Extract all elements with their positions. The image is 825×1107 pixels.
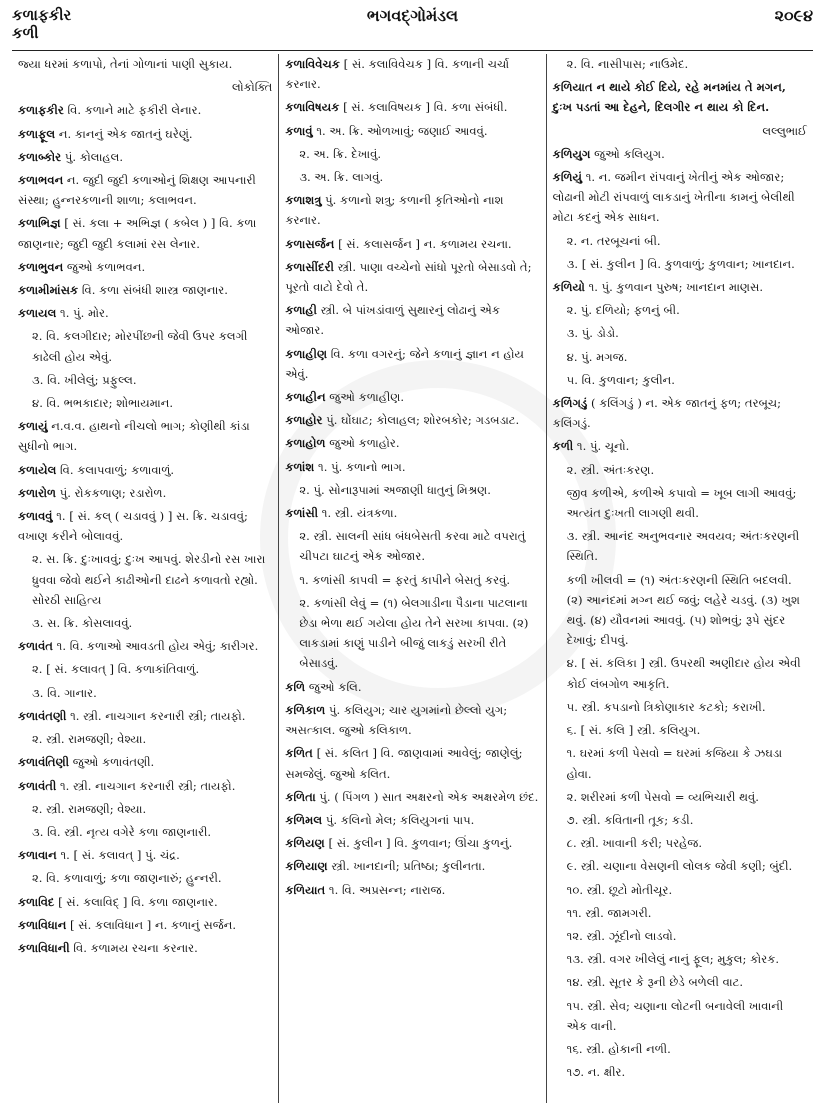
dictionary-entry <box>553 393 807 433</box>
entry-definition: [ સં. કલિત ] વિ. જાણવામાં આવેલું; જાણેલું; સમજેલું. જુઓ કલિત. <box>285 746 523 781</box>
dictionary-entry <box>18 845 272 865</box>
entry-definition: પું. કલિયુગ; ચાર યુગમાંનો છેલ્લો યુગ; અસત્કાલ. જુઓ કલિકાળ. <box>285 702 508 738</box>
entry-headword: કળાવંતણી <box>18 708 67 723</box>
dictionary-entry <box>18 822 272 842</box>
dictionary-entry <box>18 416 272 456</box>
dictionary-entry <box>18 370 272 390</box>
dictionary-entry <box>18 483 272 503</box>
dictionary-entry <box>285 387 539 407</box>
entry-headword: કળાશત્રુ <box>285 193 322 208</box>
entry-definition: ૧૩. સ્ત્રી. વગર ખીલેલું નાનું ફૂલ; મુકુલ; કોરક. <box>566 952 780 967</box>
entry-headword: કળાવિદ <box>18 894 55 909</box>
entry-definition: ૩. સ્ત્રી. આનંદ અનુભવનાર અવયવ; અંતઃકરણની સ્થિતિ. <box>566 529 800 564</box>
entry-definition: પું. કલિનો મેલ; કલિયુગનાં પાપ. <box>325 812 475 827</box>
entry-headword: કળાવાન <box>18 848 57 863</box>
dictionary-entry <box>18 706 272 726</box>
column-1 <box>12 54 278 1103</box>
entry-definition: ૩. પું. ડોડો. <box>566 326 619 341</box>
entry-definition: [ સં. કલા + અભિજ્ઞ ( કબેલ ) ] વિ. કળા જાણનાર; જુદી જુદી કલામાં રસ લેનાર. <box>18 216 257 251</box>
dictionary-entry <box>553 483 807 523</box>
entry-definition: ૧. પું. કુળવાન પુરુષ; ખાનદાન માણસ. <box>588 280 764 295</box>
entry-definition: વિ. કલાપવાળું; કળાવાળું. <box>60 462 175 477</box>
dictionary-entry <box>18 124 272 144</box>
dictionary-entry <box>285 856 539 876</box>
dictionary-entry <box>285 167 539 187</box>
entry-definition: વિ. કળાને માટે ફકીરી લેનાર. <box>67 103 202 118</box>
entry-definition: ૧. [ સં. કલ્ ( ચડાવવું ) ] સ. ક્રિ. ચડાવવું; વખાણ કરીને બોલાવવું. <box>18 509 248 544</box>
entry-definition: જુઓ કલિ. <box>308 679 362 694</box>
entry-headword: કળાવું <box>285 123 313 138</box>
dictionary-entry <box>553 880 807 900</box>
entry-definition: ૨. પું. સોનારૂપામાં અજાણી ધાતુનું મિશ્રણ. <box>299 482 491 497</box>
entry-definition: સ્ત્રી. ખાનદાની; પ્રતિષ્ઠા; કુલીનતા. <box>331 859 486 874</box>
entry-definition: ૨. કળાંસી લેવું = (૧) બેલગાડીના પૈડાના પાટલાના છેડા ભેળા થઈ ગયેલા હોય તેને સરખા કાપવા. (૨) લાકડામાં કાણું પાડીને બીજું લાકડું સરખી રીતે બેસાડવું. <box>299 595 529 671</box>
entry-definition: જુઓ કળાવંતણી. <box>72 755 155 770</box>
entry-headword: કળિયણ <box>285 836 325 851</box>
entry-headword: કળાભવન <box>18 173 64 188</box>
entry-headword: કળાયું <box>18 419 48 434</box>
entry-definition: ૩. વિ. સ્ત્રી. નૃત્ય વગેરે કળા જાણનારી. <box>32 824 212 839</box>
dictionary-entry <box>553 231 807 251</box>
entry-headword: કળાંસી <box>285 506 319 521</box>
column-2 <box>278 54 545 1103</box>
entry-definition: [ સં. કલાવિવેચક ] વિ. કળાની ચર્ચા કરનાર. <box>285 57 510 92</box>
dictionary-entry <box>553 1039 807 1059</box>
entry-headword: કળાહી <box>285 303 317 318</box>
entry-definition: ૩. વિ. ખીલેલું; પ્રફુલ્લ. <box>32 372 137 387</box>
entry-definition: ૧. ન. જમીન રાંપવાનું ખેતીનું એક ઓજાર; લોઢાની મોટી રાંપવાળું લાકડાનું ખેતીના કામનું બેલીથી મોટા કદનું એક સાધન. <box>552 170 795 225</box>
dictionary-entry <box>553 436 807 456</box>
dictionary-entry <box>553 697 807 717</box>
dictionary-entry <box>285 593 539 674</box>
dictionary-entry <box>285 743 539 783</box>
dictionary-entry <box>18 326 272 366</box>
entry-definition: ૧. પું. ચૂનો. <box>576 439 630 454</box>
entry-definition: ૧. સ્ત્રી. યંત્રકળા. <box>321 506 398 521</box>
entry-definition: ૧૭. ન. ક્ષીર. <box>566 1065 626 1080</box>
dictionary-entry <box>285 144 539 164</box>
entry-definition: ૨. [ સં. કલાવત્ ] વિ. કળાકાંતિવાળું. <box>32 662 200 677</box>
dictionary-entry <box>285 433 539 453</box>
entry-definition: પું. રોકકળાણ; રડારોળ. <box>59 485 167 500</box>
entry-headword: કળિયો <box>552 280 585 295</box>
entry-definition: વિ. કળા વગરનું; જેને કળાનું જ્ઞાન ન હોય એવું. <box>285 346 525 381</box>
dictionary-entry <box>553 54 807 74</box>
entry-headword: કળી <box>552 439 574 454</box>
entry-definition: વિ. કળામય રચના કરનાર. <box>73 940 198 955</box>
entry-definition: જુઓ કળાહોર. <box>329 436 400 451</box>
dictionary-entry <box>18 257 272 277</box>
dictionary-entry <box>18 147 272 167</box>
entry-definition: ૩. વિ. ગાનાર. <box>32 685 97 700</box>
entry-headword: કળિંગડું <box>552 396 588 411</box>
dictionary-entry <box>18 460 272 480</box>
dictionary-entry <box>553 926 807 946</box>
entry-definition: [ સં. કલાસર્જન ] ન. કળામય રચના. <box>338 236 512 251</box>
dictionary-entry <box>553 996 807 1036</box>
dictionary-entry <box>18 613 272 633</box>
entry-definition: ૨. સ્ત્રી. રામજણી; વેશ્યા. <box>32 801 147 816</box>
entry-definition: જ્યા ધરમાં કળાપો, તેનાં ગોળાનાં પાણી સુકાય. <box>18 57 233 71</box>
entry-headword: કળાહીણ <box>285 346 328 361</box>
entry-definition: ૫. સ્ત્રી. કપડાનો ત્રિકોણાકાર કટકો; કરાખી. <box>566 699 766 714</box>
dictionary-entry <box>18 892 272 912</box>
dictionary-entry <box>553 949 807 969</box>
entry-definition: પું. ( પિંગળ ) સાત અક્ષરનો એક અક્ષરમેળ છંદ. <box>319 789 539 804</box>
entry-headword: કળિમલ <box>285 812 323 827</box>
dictionary-entry <box>553 526 807 566</box>
dictionary-entry <box>553 653 807 693</box>
guide-word-first: કળાફકીર <box>12 6 72 24</box>
entry-headword: કળાભુવન <box>18 259 64 274</box>
dictionary-entry <box>553 254 807 274</box>
entry-headword: કળાવિધાની <box>18 940 70 955</box>
entry-definition: ૪. [ સં. કલિકા ] સ્ત્રી. ઉપરથી અણીદાર હોય એવી કોઈ લંબગોળ આકૃતિ. <box>566 656 801 691</box>
dictionary-entry <box>18 280 272 300</box>
entry-definition: ૮. સ્ત્રી. ખાવાની કરી; પરહેજ. <box>566 836 703 851</box>
entry-definition: ૨. સ્ત્રી. રામજણી; વેશ્યા. <box>32 732 147 747</box>
entry-definition: ૧૦. સ્ત્રી. છૂટો મોતીચૂર. <box>566 882 673 897</box>
entry-definition: ૨. ન. તરબૂચનાં બી. <box>566 233 661 248</box>
entry-definition: ૨. વિ. કલગીદાર; મોરપીંછની જેવી ઉપર કલગી કાઢેલી હોય એવું. <box>32 329 248 364</box>
dictionary-entry <box>553 370 807 390</box>
dictionary-entry <box>553 787 807 807</box>
entry-headword: કળિ <box>285 679 306 694</box>
entry-definition: ૨. વિ. કળાવાળું; કળા જાણનારું; હુન્નરી. <box>32 871 222 886</box>
entry-definition: ૭. સ્ત્રી. કવિતાની તૂક; કડી. <box>566 812 694 827</box>
dictionary-entry <box>18 683 272 703</box>
entry-headword: કળાવિવેચક <box>285 57 340 71</box>
dictionary-entry <box>18 170 272 210</box>
entry-definition: કળી ખીલવી = (૧) અંતઃકરણની સ્થિતિ બદલવી. (૨) આનંદમાં મગ્ન થઈ જવું; લહેરે ચડવું. (૩) ખુશ થવું. (૪) યૌવનમાં આવવું. (૫) શોભવું; રૂપે સુંદર દેખાવું; દીપવું. <box>566 572 800 648</box>
entry-headword: કળાફૂલ <box>18 126 56 141</box>
entry-headword: કળિયુગ <box>552 146 591 161</box>
dictionary-entry <box>285 526 539 566</box>
entry-definition: લોકોક્તિ <box>231 80 273 95</box>
dictionary-entry <box>285 121 539 141</box>
entry-definition: ૧. પું. કળાનો ભાગ. <box>318 459 406 474</box>
dictionary-entry <box>18 752 272 772</box>
dictionary-entry <box>18 303 272 323</box>
dictionary-entry <box>285 880 539 900</box>
dictionary-entry <box>553 323 807 343</box>
entry-definition: ૨. શરીરમાં કળી પેસવો = વ્યભિચારી થવું. <box>566 789 759 804</box>
entry-definition: ૧. સ્ત્રી. નાચગાન કરનારી સ્ત્રી; તાયફો. <box>70 708 246 723</box>
entry-definition: જીવ કળીએ, કળીએ કપાવો = ખૂબ લાગી આવવું; અત્યંત દુઃખતી લાગણી થવી. <box>566 485 797 521</box>
entry-definition: ૧૬. સ્ત્રી. હોકાની નળી. <box>566 1041 671 1056</box>
dictionary-entry <box>553 833 807 853</box>
entry-headword: કળિયાણ <box>285 859 328 874</box>
dictionary-entry <box>553 300 807 320</box>
entry-headword: કળિયું <box>552 170 583 185</box>
dictionary-entry <box>553 810 807 830</box>
dictionary-entry <box>553 121 807 141</box>
dictionary-entry <box>285 503 539 523</box>
dictionary-entry <box>553 144 807 164</box>
entry-definition: સ્ત્રી. બે પાંખડાંવાળું સુથારનું લોઢાનું એક ઓજાર. <box>285 303 501 338</box>
dictionary-entry <box>285 257 539 297</box>
dictionary-entry <box>18 659 272 679</box>
entry-definition: ૬. [ સં. કલિ ] સ્ત્રી. કલિયુગ. <box>566 723 701 738</box>
dictionary-entry <box>285 344 539 384</box>
entry-definition: ૧. સ્ત્રી. નાચગાન કરનારી સ્ત્રી; તાયફો. <box>59 778 236 793</box>
entry-headword: કળિકાળ <box>285 702 326 717</box>
entry-definition: સ્ત્રી. પાણા વચ્ચેનો સાંધો પૂરતો બેસાડવો તે; પૂરતો વાટો દેવો તે. <box>285 259 532 295</box>
dictionary-entry <box>285 480 539 500</box>
dictionary-entry <box>553 570 807 651</box>
dictionary-entry <box>18 729 272 749</box>
entry-definition: જુઓ કલિયુગ. <box>594 146 665 161</box>
entry-definition: જુઓ કળાહીણ. <box>329 390 405 405</box>
dictionary-entry <box>285 677 539 697</box>
entry-headword: કળાયલ <box>18 306 57 321</box>
column-3 <box>546 54 813 1103</box>
dictionary-entry <box>18 776 272 796</box>
dictionary-entry <box>18 393 272 413</box>
dictionary-entry <box>285 700 539 740</box>
entry-headword: કળિયાત <box>285 882 326 897</box>
dictionary-entry <box>285 570 539 590</box>
entry-definition: ૨. સ્ત્રી. સાલની સાંધ બંધબેસતી કરવા માટે વપરાતું ચીપટા ઘાટનું એક ઓજાર. <box>299 529 526 564</box>
dictionary-entry <box>18 799 272 819</box>
dictionary-entry <box>285 833 539 853</box>
dictionary-entry <box>553 1062 807 1082</box>
entry-definition: ૨. સ્ત્રી. અંતઃકરણ. <box>566 462 655 477</box>
entry-definition: પું. કોલાહલ. <box>64 149 124 164</box>
dictionary-entry <box>18 915 272 935</box>
dictionary-entry <box>18 54 272 74</box>
entry-definition: ૧. અ. ક્રિ. ઓળખાવું; જણાઈ આવવું. <box>316 123 488 138</box>
entry-definition: પું. કળાનો શત્રુ; કળાની કૃતિઓનો નાશ કરનાર. <box>285 193 504 228</box>
guide-word-last: કળી <box>12 24 39 42</box>
dictionary-entry <box>553 167 807 228</box>
entry-headword: કળાવંતી <box>18 778 57 793</box>
entry-definition: [ સં. કલાવિદ્ ] વિ. કળા જાણનાર. <box>58 894 218 909</box>
dictionary-entry <box>285 97 539 117</box>
entry-headword: કળિતા <box>285 789 316 804</box>
entry-headword: કળાવિષયક <box>285 100 340 115</box>
entry-definition: [ સં. કલાવિધાન ] ન. કળાનું સર્જન. <box>70 917 237 932</box>
dictionary-entry <box>285 234 539 254</box>
dictionary-entry <box>285 190 539 230</box>
dictionary-entry <box>553 720 807 740</box>
dictionary-entry <box>553 77 807 117</box>
entry-definition: ૧૫. સ્ત્રી. સેવ; ચણાના લોટની બનાવેલી ખાવાની એક વાની. <box>566 998 784 1033</box>
entry-definition: ૧૨. સ્ત્રી. ઝૂંદીનો લાડવો. <box>566 928 677 943</box>
entry-definition: લલ્લુભાઈ <box>762 123 807 138</box>
entry-definition: ૫. વિ. કુળવાન; કુલીન. <box>566 372 675 387</box>
dictionary-entry <box>18 938 272 958</box>
entry-definition: ૧. વિ. અપ્રસન્ન; નારાજ. <box>328 882 446 897</box>
entry-definition: ન. કાનનું એક જાતનું ઘરેણું. <box>58 126 193 141</box>
entry-definition: ૧. કળાંસી કાપવી = ફરતું કાપીને બેસતું કરવું. <box>299 572 511 587</box>
entry-definition: વિ. કળા સંબંધી શાસ્ત્ર જાણનાર. <box>81 283 228 298</box>
dictionary-entry <box>18 506 272 546</box>
dictionary-entry <box>553 277 807 297</box>
entry-headword: કળિત <box>285 746 313 761</box>
entry-headword: કળાંશ <box>285 459 315 474</box>
entry-definition: ૪. પું. મગજ. <box>566 349 628 364</box>
dictionary-entry <box>285 810 539 830</box>
entry-definition: [ સં. કલાવિષયક ] વિ. કળા સંબંધી. <box>343 100 508 115</box>
dictionary-entry <box>285 410 539 430</box>
entry-definition: ૨. અ. ક્રિ. દેખાવું. <box>299 146 382 161</box>
dictionary-entry <box>18 213 272 253</box>
dictionary-entry <box>18 868 272 888</box>
entry-definition: ૨. સ. ક્રિ. દુઃખાવવું; દુઃખ આપવું. શેરડીનો રસ ખારા ધ્રુવવા જેવો થઈને કાઢીઓની દાઢને કળાવતો રહ્યો. સોરઠી સાહિત્ય <box>32 552 266 607</box>
page-title: ભગવદ્ગોમંડલ <box>366 6 459 25</box>
entry-headword: કળાસીંદરી <box>285 259 334 274</box>
dictionary-entry <box>285 300 539 340</box>
entry-headword: કળાવવું <box>18 509 53 524</box>
dictionary-entry <box>553 460 807 480</box>
entry-definition: ૪. વિ. ભભકાદાર; શોભાયમાન. <box>32 396 174 411</box>
entry-definition: ૧. [ સં. કલાવત્ ] પું. ચંદ્ર. <box>60 848 180 863</box>
entry-definition: ૯. સ્ત્રી. ચણાના વેસણની લોલક જેવી કણી; બુંદી. <box>566 859 793 874</box>
entry-definition: ૩. અ. ક્રિ. લાગવું. <box>299 170 384 185</box>
entry-headword: કળાવંત <box>18 639 53 654</box>
entry-definition: ૨. પું. દળિયો; ફળનું બી. <box>566 303 680 318</box>
dictionary-entry <box>18 549 272 610</box>
dictionary-entry <box>285 457 539 477</box>
dictionary-columns <box>12 54 813 1103</box>
entry-headword: કળાહીન <box>285 390 326 405</box>
entry-headword: કળાહોળ <box>285 436 326 451</box>
dictionary-entry <box>553 903 807 923</box>
dictionary-entry <box>285 787 539 807</box>
entry-headword: કળાહોર <box>285 413 323 428</box>
entry-headword: કળાફકીર <box>18 103 64 118</box>
dictionary-entry <box>553 856 807 876</box>
entry-definition: ૧. પું. મોર. <box>60 306 109 321</box>
entry-definition: ( કલિંગડું ) ન. એક જાતનું ફળ; તરબૂચ; કલિંગડું. <box>552 396 782 431</box>
dictionary-entry <box>18 77 272 97</box>
dictionary-entry <box>553 743 807 783</box>
entry-definition: ૧. વિ. કળાઓ આવડતી હોય એવું; કારીગર. <box>56 639 259 654</box>
entry-definition: ન. જુદી જુદી કળાઓનું શિક્ષણ આપનારી સંસ્થા; હુન્નરકળાની શાળા; કલાભવન. <box>18 173 256 208</box>
entry-headword: કળાવંતિણી <box>18 755 70 770</box>
entry-definition: ૨. વિ. નાસીપાસ; નાઉમેદ. <box>566 57 689 71</box>
entry-definition: કળિયાત ન થાયે કોઈ દિયે, રહે મનમાંય તે મગન, દુઃખ પડતાં આ દેહને, દિલગીર ન થાય કો દિન. <box>552 80 786 115</box>
entry-definition: જુઓ કળાભવન. <box>66 259 146 274</box>
entry-definition: ન.વ.વ. હાથનો નીચલો ભાગ; કોણીથી કાંડા સુધીનો ભાગ. <box>18 419 250 454</box>
entry-definition: ૧. ઘરમાં કળી પેસવો = ઘરમાં કજિયા કે ઝઘડા હોવા. <box>566 746 783 781</box>
dictionary-entry <box>18 636 272 656</box>
dictionary-entry <box>18 100 272 120</box>
entry-headword: કળારોળ <box>18 485 57 500</box>
entry-definition: ૩. સ. ક્રિ. કોસલાવવું. <box>32 616 133 631</box>
dictionary-entry <box>553 972 807 992</box>
entry-headword: કળાબ્કોર <box>18 149 62 164</box>
entry-headword: કળાયેલ <box>18 462 57 477</box>
entry-headword: કળાભિજ્ઞ <box>18 216 61 231</box>
entry-definition: ૩. [ સં. કુલીન ] વિ. કુળવાળું; કુળવાન; ખાનદાન. <box>566 256 795 271</box>
entry-definition: ૧૧. સ્ત્રી. જામગરી. <box>566 905 652 920</box>
entry-definition: [ સં. કુલીન ] વિ. કુળવાન; ઊંચા કુળનું. <box>328 836 513 851</box>
dictionary-entry <box>553 347 807 367</box>
page-header <box>12 6 813 51</box>
entry-headword: કળાસર્જન <box>285 236 335 251</box>
entry-definition: ૧૪. સ્ત્રી. સૂતર કે રૂની છેડે બળેલી વાટ. <box>566 975 744 990</box>
dictionary-entry <box>285 54 539 94</box>
page-number: ૨૦૯૪ <box>774 6 813 25</box>
entry-headword: કળાવિધાન <box>18 917 67 932</box>
entry-definition: પું. ઘોંઘાટ; કોલાહલ; શોરબકોર; ગડબડાટ. <box>326 413 520 428</box>
entry-headword: કળામીમાંસક <box>18 283 79 298</box>
